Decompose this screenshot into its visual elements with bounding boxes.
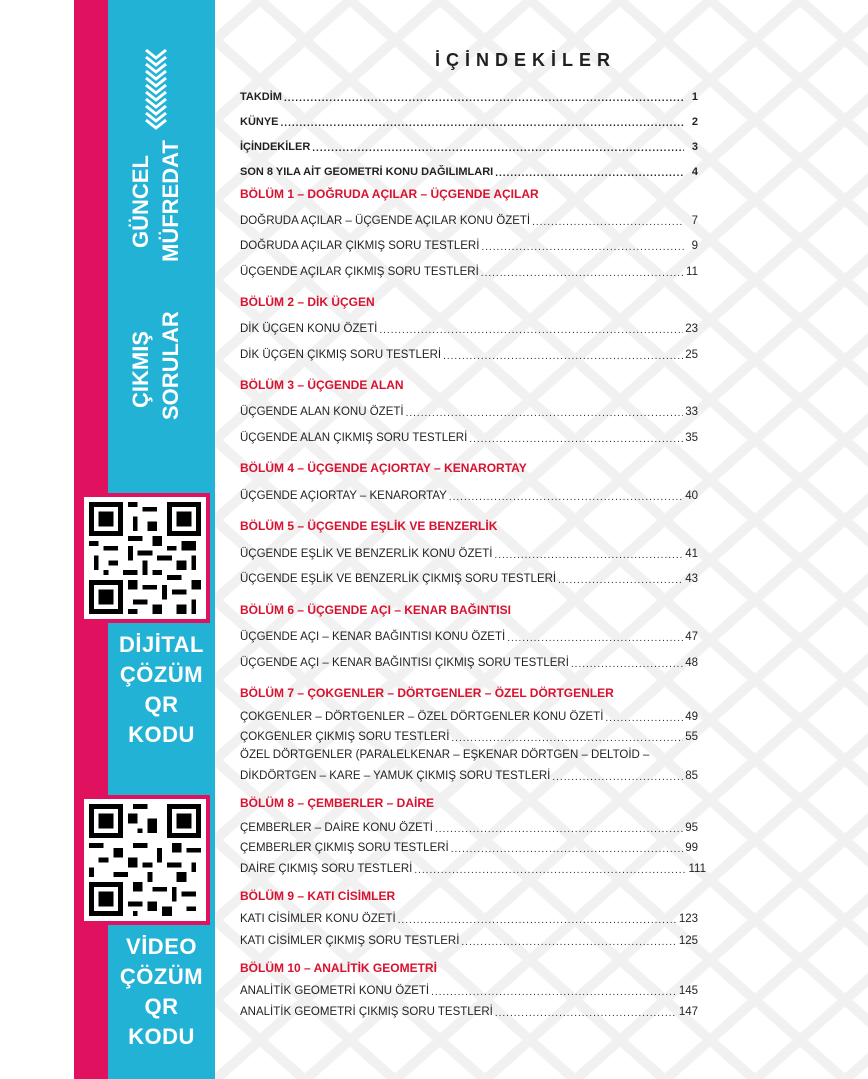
entry-label: ÜÇGENDE EŞLİK VE BENZERLİK ÇIKMIŞ SORU TESTLERİ: [240, 573, 557, 585]
dot-leader: [449, 491, 683, 502]
toc-entry[interactable]: [240, 627, 698, 643]
toc-entry[interactable]: [240, 981, 698, 997]
page-number: 55: [685, 731, 698, 743]
qr-label-digital: [108, 630, 215, 750]
dot-leader: [552, 771, 683, 782]
vertical-text-mufredat: MÜFREDAT: [158, 140, 183, 262]
qr1-line-1: DİJİTAL: [119, 632, 204, 657]
qr1-line-2: ÇÖZÜM: [119, 662, 204, 687]
dot-leader: [379, 324, 683, 335]
qr1-line-4: KODU: [128, 722, 195, 747]
entry-label: ÜÇGENDE AÇI – KENAR BAĞINTISI KONU ÖZETİ: [240, 631, 506, 643]
entry-label: KÜNYE: [240, 116, 279, 128]
toc-entry[interactable]: [240, 859, 706, 875]
dot-leader: [495, 167, 684, 178]
section-heading[interactable]: BÖLÜM 10 – ANALİTİK GEOMETRİ: [240, 961, 437, 975]
page-number: 40: [685, 490, 698, 502]
entry-label: ANALİTİK GEOMETRİ KONU ÖZETİ: [240, 985, 430, 997]
dot-leader: [469, 433, 683, 444]
dot-leader: [451, 732, 683, 743]
section-heading[interactable]: BÖLÜM 5 – ÜÇGENDE EŞLİK VE BENZERLİK: [240, 519, 498, 533]
page-number: 3: [691, 141, 698, 153]
qr-code-digital[interactable]: [80, 493, 210, 623]
entry-label: ÇOKGENLER – DÖRTGENLER – ÖZEL DÖRTGENLER KONU ÖZETİ: [240, 711, 604, 723]
qr-code-video[interactable]: [80, 795, 210, 925]
page-number: 43: [685, 573, 698, 585]
entry-label: DOĞRUDA AÇILAR – ÜÇGENDE AÇILAR KONU ÖZETİ: [240, 215, 531, 227]
toc-entry[interactable]: [240, 707, 698, 723]
page-number: 145: [678, 985, 698, 997]
page-number: 125: [678, 935, 698, 947]
dot-leader: [398, 914, 677, 925]
toc-entry[interactable]: [240, 112, 698, 128]
toc-entry[interactable]: [240, 236, 698, 252]
entry-label: ÇEMBERLER – DAİRE KONU ÖZETİ: [240, 822, 433, 834]
section-heading[interactable]: BÖLÜM 2 – DİK ÜÇGEN: [240, 295, 375, 309]
toc-entry[interactable]: [240, 766, 698, 782]
page-number: 33: [685, 406, 698, 418]
page-number: 23: [685, 323, 698, 335]
toc-entry[interactable]: [240, 931, 698, 947]
page-title: İÇİNDEKİLER: [435, 50, 617, 70]
entry-label: ÇEMBERLER ÇIKMIŞ SORU TESTLERİ: [240, 842, 449, 854]
page-number: 7: [691, 215, 698, 227]
page-number: 25: [685, 349, 698, 361]
page-number: 147: [678, 1006, 698, 1018]
chevron-down-icon: [144, 48, 168, 134]
page-number: 48: [685, 657, 698, 669]
toc-entry[interactable]: [240, 345, 698, 361]
toc-entry[interactable]: [240, 818, 698, 834]
dot-leader: [461, 936, 676, 947]
toc-entry[interactable]: [240, 838, 698, 854]
toc-entry[interactable]: [240, 162, 698, 178]
toc-entry[interactable]: [240, 137, 698, 153]
section-heading[interactable]: BÖLÜM 3 – ÜÇGENDE ALAN: [240, 378, 404, 392]
entry-label: İÇİNDEKİLER: [240, 141, 311, 153]
qr2-line-3: QR KODU: [128, 994, 195, 1049]
entry-label: TAKDİM: [240, 91, 282, 103]
dot-leader: [435, 823, 683, 834]
toc-entry[interactable]: [240, 486, 698, 502]
toc-entry[interactable]: [240, 544, 698, 560]
vertical-text-guncel: GÜNCEL: [128, 155, 153, 248]
entry-label: ANALİTİK GEOMETRİ ÇIKMIŞ SORU TESTLERİ: [240, 1006, 493, 1018]
dot-leader: [284, 92, 684, 103]
toc-entry[interactable]: [240, 402, 698, 418]
page-number: 49: [685, 711, 698, 723]
entry-label: DAİRE ÇIKMIŞ SORU TESTLERİ: [240, 863, 413, 875]
qr2-line-2: ÇÖZÜM: [119, 964, 204, 989]
toc-entry[interactable]: [240, 909, 698, 925]
toc-entry[interactable]: [240, 569, 698, 585]
vertical-text-sorular: SORULAR: [158, 311, 183, 420]
toc-entry[interactable]: [240, 262, 698, 278]
entry-label: ÜÇGENDE AÇI – KENAR BAĞINTISI ÇIKMIŞ SORU TESTLERİ: [240, 657, 569, 669]
dot-leader: [431, 986, 677, 997]
entry-label: SON 8 YILA AİT GEOMETRİ KONU DAĞILIMLARI: [240, 166, 494, 178]
dot-leader: [312, 142, 684, 153]
toc-entry[interactable]: [240, 1002, 698, 1018]
section-heading[interactable]: BÖLÜM 8 – ÇEMBERLER – DAİRE: [240, 796, 435, 810]
dot-leader: [571, 658, 683, 669]
entry-label: DİKDÖRTGEN – KARE – YAMUK ÇIKMIŞ SORU TESTLERİ: [240, 770, 551, 782]
entry-label: DİK ÜÇGEN KONU ÖZETİ: [240, 323, 378, 335]
entry-label: ÇOKGENLER ÇIKMIŞ SORU TESTLERİ: [240, 731, 450, 743]
dot-leader: [443, 350, 683, 361]
page-number: 11: [686, 266, 698, 278]
page-number: 47: [685, 631, 698, 643]
toc-entry[interactable]: [240, 428, 698, 444]
dot-leader: [451, 843, 683, 854]
dot-leader: [532, 216, 684, 227]
toc-entry[interactable]: [240, 319, 698, 335]
page-number: 4: [691, 166, 698, 178]
section-heading[interactable]: BÖLÜM 4 – ÜÇGENDE AÇIORTAY – KENARORTAY: [240, 461, 527, 475]
page-number: 123: [678, 913, 698, 925]
page-number: 111: [688, 863, 706, 875]
dot-leader: [406, 407, 684, 418]
dot-leader: [494, 549, 683, 560]
dot-leader: [495, 1007, 677, 1018]
toc-entry[interactable]: [240, 653, 698, 669]
page-number: 35: [685, 432, 698, 444]
qr-code-image: [84, 799, 206, 921]
dot-leader: [481, 241, 684, 252]
entry-label-line-1: ÖZEL DÖRTGENLER (PARALELKENAR – EŞKENAR DÖRTGEN – DELTOİD –: [240, 749, 650, 761]
vertical-text-cikmis: ÇIKMIŞ: [128, 331, 153, 408]
entry-label: KATI CİSİMLER ÇIKMIŞ SORU TESTLERİ: [240, 935, 460, 947]
page-number: 85: [685, 770, 698, 782]
page-number: 95: [685, 822, 698, 834]
page-number: 41: [685, 548, 698, 560]
section-heading[interactable]: BÖLÜM 6 – ÜÇGENDE AÇI – KENAR BAĞINTISI: [240, 603, 511, 617]
qr-code-image: [84, 497, 206, 619]
page-number: 2: [691, 116, 698, 128]
section-heading[interactable]: BÖLÜM 1 – DOĞRUDA AÇILAR – ÜÇGENDE AÇILAR: [240, 187, 539, 201]
page-number: 1: [691, 91, 698, 103]
dot-leader: [507, 632, 683, 643]
dot-leader: [481, 267, 684, 278]
qr-label-video: [108, 932, 215, 1052]
toc-entry[interactable]: [240, 727, 698, 743]
entry-label: DİK ÜÇGEN ÇIKMIŞ SORU TESTLERİ: [240, 349, 442, 361]
dot-leader: [558, 574, 683, 585]
dot-leader: [281, 117, 684, 128]
toc-entry[interactable]: [240, 211, 698, 227]
entry-label: DOĞRUDA AÇILAR ÇIKMIŞ SORU TESTLERİ: [240, 240, 480, 252]
dot-leader: [414, 864, 686, 875]
section-heading[interactable]: BÖLÜM 7 – ÇOKGENLER – DÖRTGENLER – ÖZEL DÖRTGENLER: [240, 686, 614, 700]
qr1-line-3: QR: [144, 692, 179, 717]
entry-label: ÜÇGENDE EŞLİK VE BENZERLİK KONU ÖZETİ: [240, 548, 493, 560]
page-number: 9: [691, 240, 698, 252]
section-heading[interactable]: BÖLÜM 9 – KATI CİSİMLER: [240, 889, 396, 903]
toc-entry[interactable]: [240, 87, 698, 103]
entry-label: ÜÇGENDE ALAN KONU ÖZETİ: [240, 406, 404, 418]
qr2-line-1: VİDEO: [126, 934, 197, 959]
entry-label: ÜÇGENDE ALAN ÇIKMIŞ SORU TESTLERİ: [240, 432, 468, 444]
dot-leader: [605, 712, 683, 723]
entry-label: ÜÇGENDE AÇIORTAY – KENARORTAY: [240, 490, 447, 502]
entry-label: KATI CİSİMLER KONU ÖZETİ: [240, 913, 396, 925]
page-number: 99: [685, 842, 698, 854]
page-left-margin: [0, 0, 74, 1079]
entry-label: ÜÇGENDE AÇILAR ÇIKMIŞ SORU TESTLERİ: [240, 266, 479, 278]
